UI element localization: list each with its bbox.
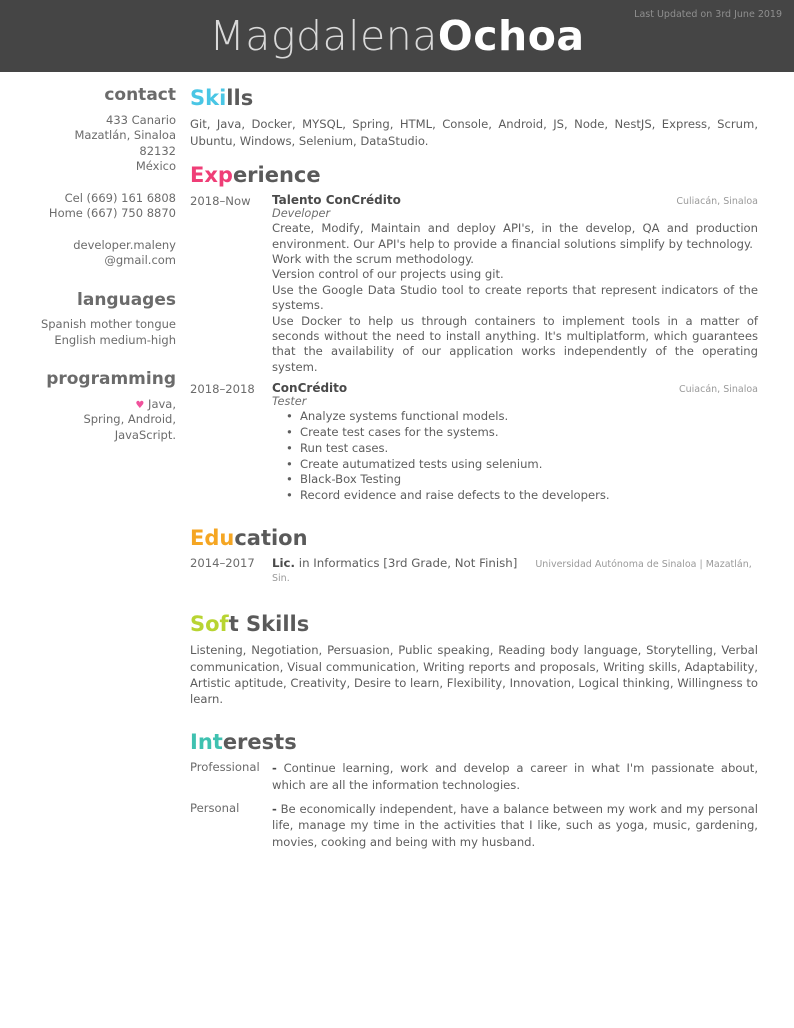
entry-role: Developer [272, 207, 331, 221]
entry-bullet-list [272, 409, 758, 504]
soft-skills-heading [190, 612, 758, 636]
skills-text: Git, Java, Docker, MYSQL, Spring, HTML, Console, Android, JS, Node, NestJS, Express, Scrum, Ubuntu, Windows, Selenium, DataStudio. [190, 117, 758, 148]
entry-location: Culiacán, Sinaloa [676, 196, 758, 208]
email-line-2: @gmail.com [104, 253, 176, 268]
interest-row [190, 760, 758, 793]
last-updated-text: Last Updated on 3rd June 2019 [634, 9, 782, 20]
page-title [209, 11, 585, 60]
sidebar [0, 86, 190, 864]
last-name: Ochoa [437, 11, 585, 60]
entry-header [272, 381, 758, 395]
entry-location: Cuiacán, Sinaloa [678, 384, 758, 396]
soft-skills-heading-rest: t Skills [228, 611, 310, 636]
address-line-4: México [135, 159, 176, 174]
section-skills [190, 86, 758, 149]
interests-heading-accent: Int [190, 729, 223, 754]
programming-item: Spring, Android, [83, 412, 176, 427]
experience-heading-rest: erience [232, 163, 321, 188]
main-column [190, 86, 794, 864]
entry-header [272, 193, 758, 207]
interest-text [272, 760, 758, 793]
entry-date: 2018–Now [190, 194, 251, 209]
experience-heading [190, 163, 758, 187]
entry-line: Work with the scrum methodology. [272, 252, 474, 266]
section-experience [190, 163, 758, 504]
interest-label: Personal [190, 800, 240, 815]
interest-body: Be economically independent, have a balance between my work and my personal life, manage my time in the activities that I like, such as yoga, music, gardening, movies, cooking and being with my husband. [272, 801, 759, 849]
skills-heading [190, 86, 758, 110]
entry-role: Tester [272, 395, 307, 409]
entry-date: 2018–2018 [190, 382, 255, 397]
first-name: Magdalena [209, 11, 438, 60]
education-degree [272, 556, 758, 584]
programming-item [0, 397, 176, 413]
experience-entry [190, 381, 758, 504]
spacer [0, 177, 176, 191]
programming-item: JavaScript. [114, 427, 176, 442]
languages-heading: languages [77, 289, 176, 310]
list-item: • Black-Box Testing [272, 472, 758, 488]
email-block[interactable] [0, 238, 176, 269]
interests-heading [190, 730, 758, 754]
experience-heading-accent: Exp [190, 163, 233, 188]
address-line-1: 433 Canario [106, 112, 176, 127]
education-degree-rest: in Informatics [3rd Grade, Not Finish] [298, 555, 518, 570]
education-entry [190, 556, 758, 584]
list-item: • Analyze systems functional models. [272, 409, 758, 425]
address-line-3: 82132 [139, 143, 176, 158]
email-line-1: developer.maleny [73, 237, 176, 252]
interests-heading-rest: erests [222, 729, 297, 754]
phone-cell: Cel (669) 161 6808 [64, 190, 176, 205]
education-degree-abbrev: Lic. [272, 555, 296, 570]
education-heading [190, 526, 758, 550]
list-item: • Record evidence and raise defects to the developers. [272, 488, 758, 504]
interest-label: Professional [190, 760, 260, 775]
phone-block [0, 191, 176, 222]
header-banner [0, 0, 794, 72]
education-date: 2014–2017 [190, 555, 255, 570]
resume-body [0, 72, 794, 864]
contact-heading: contact [104, 85, 176, 105]
interest-text [272, 801, 758, 850]
list-item: • Create autumatized tests using selenium. [272, 457, 758, 473]
skills-heading-accent: Ski [190, 86, 227, 110]
programming-item-label: Java, [148, 396, 176, 411]
entry-line: Create, Modify, Maintain and deploy API's, in the develop, QA and production environment. Our API's help to provide a financial solutions simplify by technology. [272, 221, 758, 251]
language-item: English medium-high [54, 332, 176, 347]
section-soft-skills [190, 612, 758, 708]
address-line-2: Mazatlán, Sinaloa [74, 128, 176, 143]
entry-line: Use the Google Data Studio tool to create reports that represent indicators of the systems. [272, 282, 758, 313]
phone-home: Home (667) 750 8870 [48, 206, 176, 221]
soft-skills-heading-accent: Sof [190, 611, 229, 636]
entry-organization: Talento ConCrédito [272, 193, 401, 208]
soft-skills-text: Listening, Negotiation, Persuasion, Public speaking, Reading body language, Storytelling, Verbal communication, Visual communication, Writing reports and proposals, Writing skills, Adaptability, Artistic aptitude, Creativity, Desire to learn, Flexibility, Innovation, Logical thinking, Willingness to learn. [190, 643, 758, 707]
interest-dash: - [272, 761, 277, 776]
language-item: Spanish mother tongue [40, 317, 176, 332]
heart-icon: ♥ [135, 399, 145, 411]
spacer [0, 224, 176, 238]
interest-row [190, 801, 758, 850]
education-heading-rest: cation [234, 525, 308, 550]
programming-heading: programming [46, 369, 176, 390]
entry-organization: ConCrédito [272, 381, 348, 396]
experience-entry [190, 193, 758, 375]
list-item: • Run test cases. [272, 441, 758, 457]
education-heading-accent: Edu [190, 525, 235, 550]
entry-line: Use Docker to help us through containers to implement tools in a matter of seconds without the need to install anything. It's multiplatform, which guarantees that the availability of our application works independently of the operating system. [272, 313, 758, 374]
section-education [190, 526, 758, 584]
education-school: Universidad Autónoma de Sinaloa | Mazatlán, Sin. [272, 558, 752, 584]
list-item: • Create test cases for the systems. [272, 425, 758, 441]
entry-body [272, 193, 758, 375]
entry-body [272, 381, 758, 504]
entry-line: Version control of our projects using git. [272, 267, 504, 282]
address-block [0, 113, 176, 175]
skills-heading-rest: lls [226, 86, 254, 110]
section-interests [190, 730, 758, 850]
interest-dash: - [272, 801, 277, 816]
interest-body: Continue learning, work and develop a career in what I'm passionate about, which are all the information technologies. [272, 761, 759, 792]
